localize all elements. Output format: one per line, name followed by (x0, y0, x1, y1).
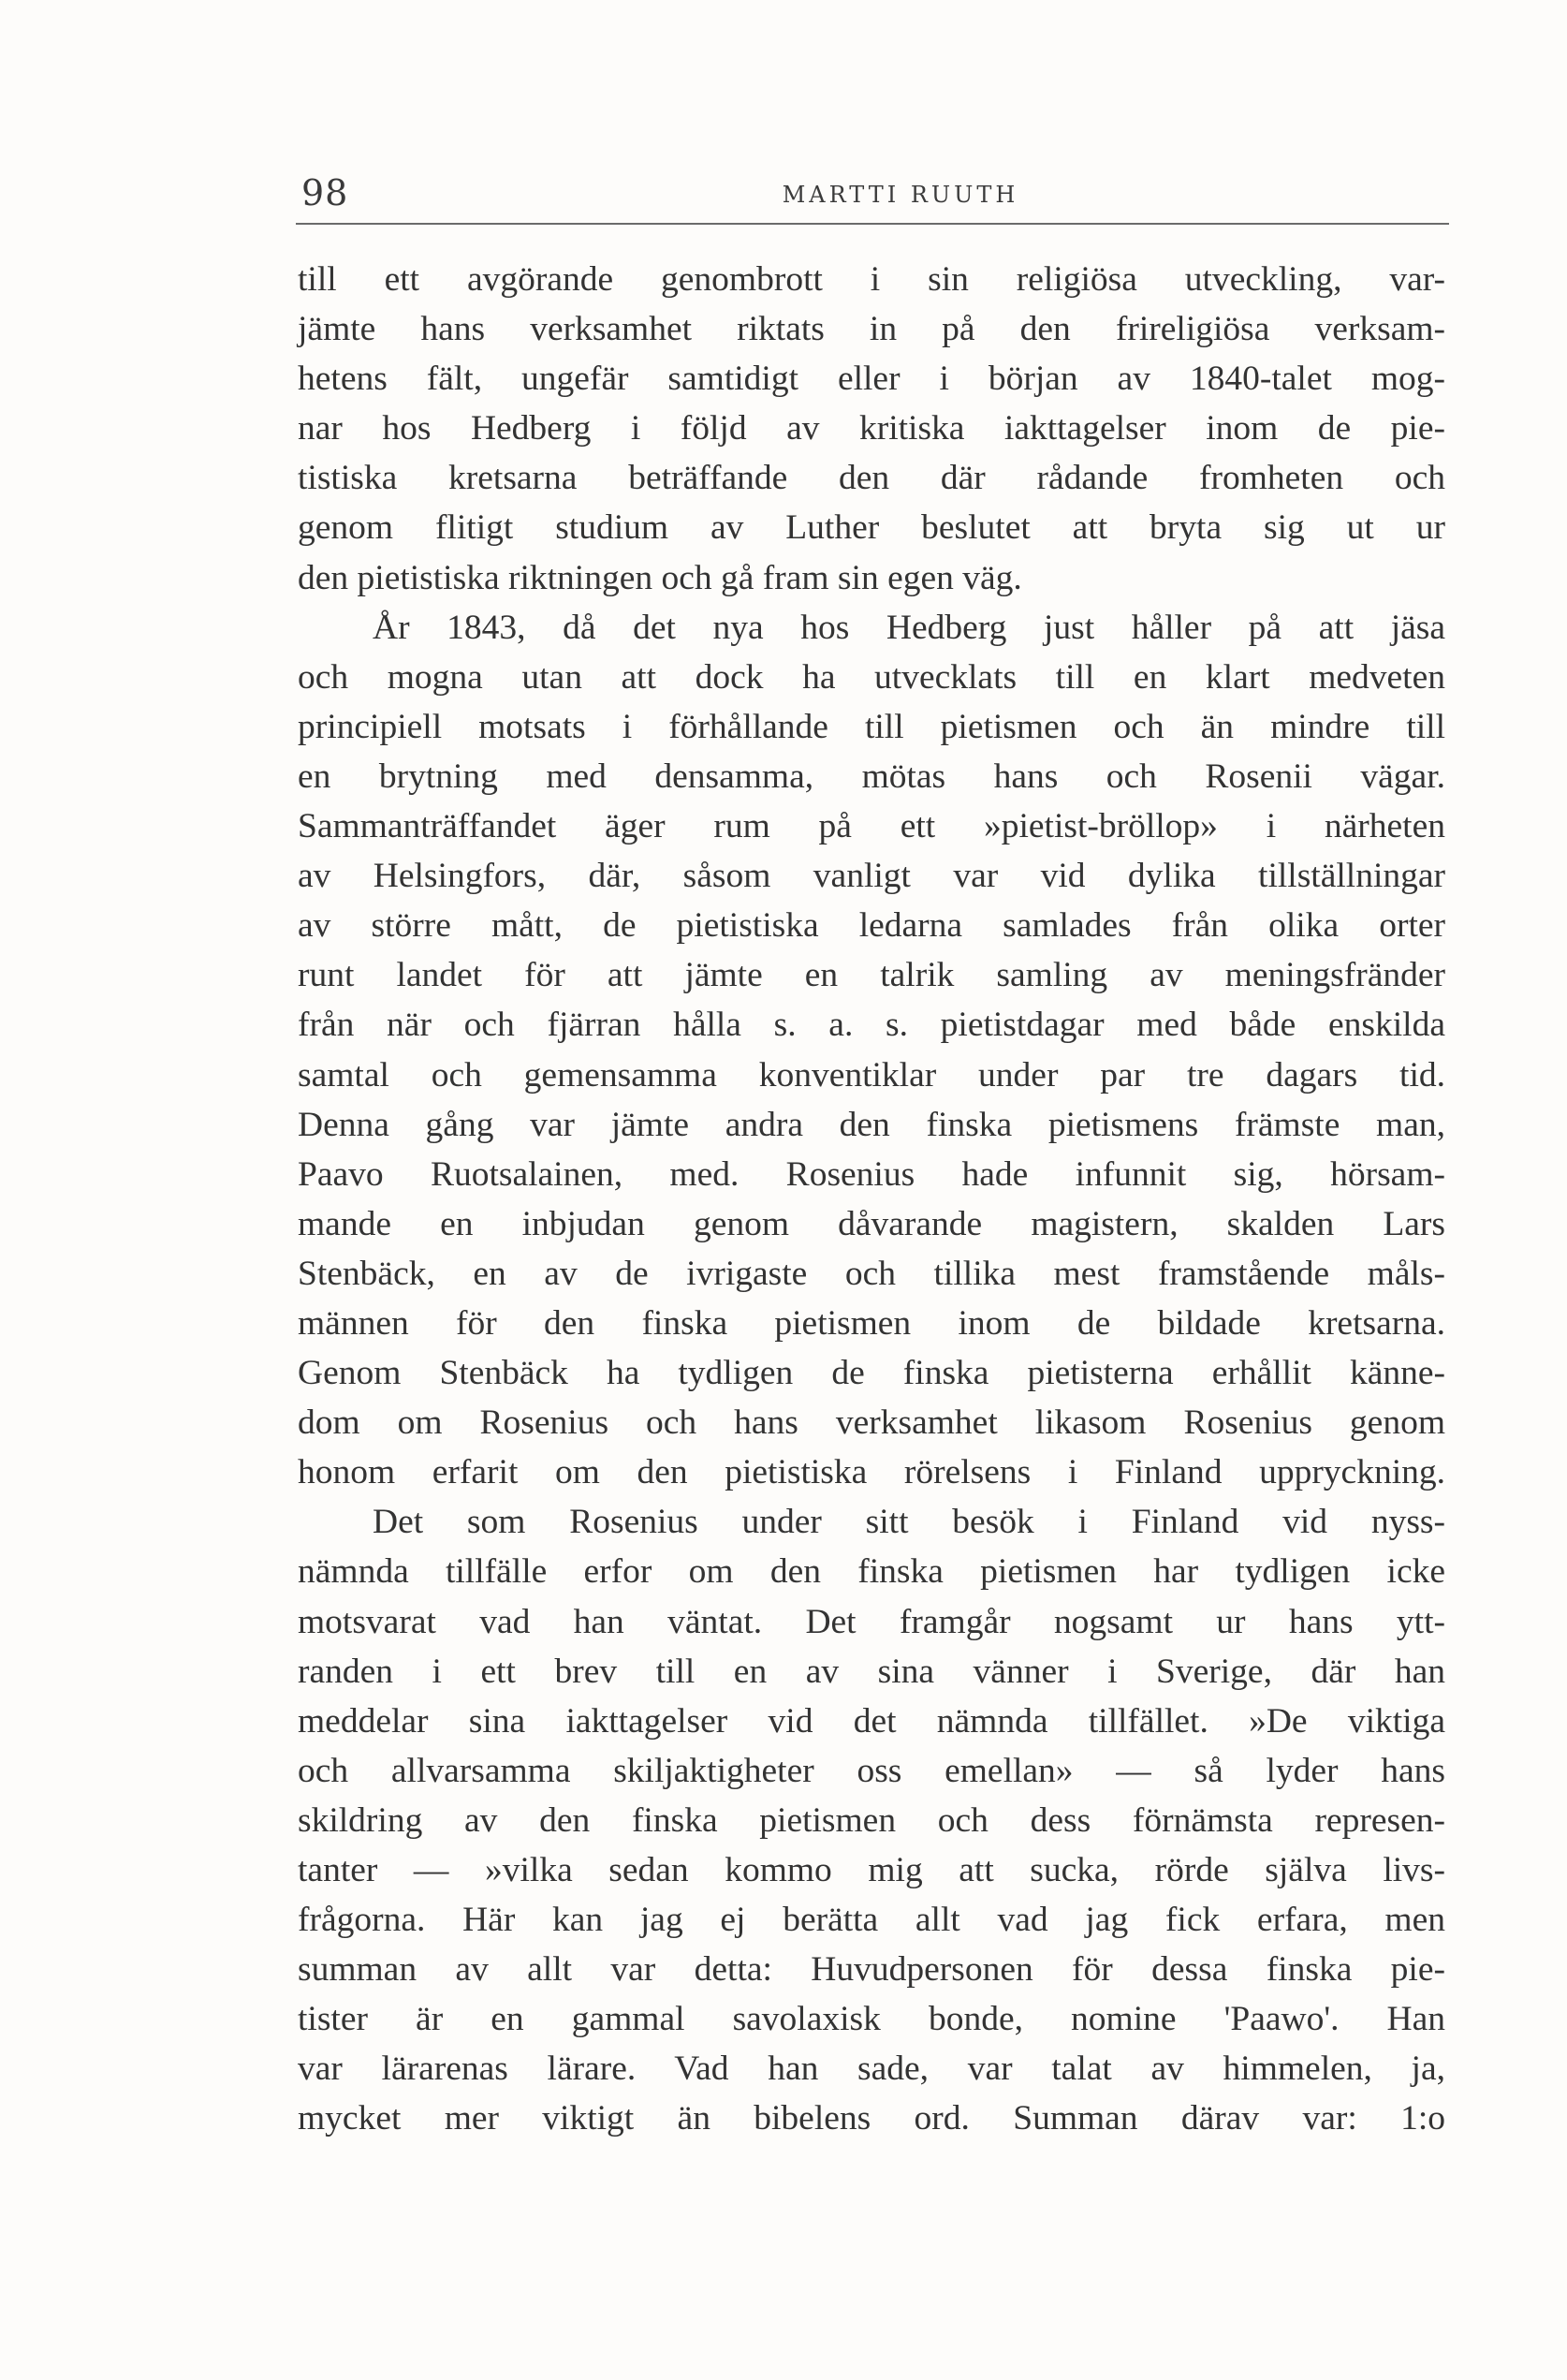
text-line: jämte hans verksamhet riktats in på den frireligiösa verksam- (298, 310, 1445, 349)
body-text (298, 255, 1445, 2144)
text-line: principiell motsats i förhållande till pietismen och än mindre till (298, 707, 1445, 746)
text-line: honom erfarit om den pietistiska rörelsens i Finland uppryckning. (298, 1453, 1445, 1492)
text-line: från när och fjärran hålla s. a. s. pietistdagar med både enskilda (298, 1006, 1445, 1045)
running-head: MARTTI RUUTH (782, 182, 1019, 208)
paragraph-2 (298, 603, 1445, 1498)
text-line: nar hos Hedberg i följd av kritiska iakttagelser inom de pie- (298, 409, 1445, 448)
text-line: Denna gång var jämte andra den finska pietismens främste man, (298, 1105, 1445, 1144)
text-line: och mogna utan att dock ha utvecklats till en klart medveten (298, 657, 1445, 697)
text-line: männen för den finska pietismen inom de bildade kretsarna. (298, 1303, 1445, 1343)
text-line: tister är en gammal savolaxisk bonde, nomine 'Paawo'. Han (298, 2000, 1445, 2039)
text-line: Sammanträffandet äger rum på ett »pietist-bröllop» i närheten (298, 807, 1445, 846)
text-line: Paavo Ruotsalainen, med. Rosenius hade infunnit sig, hörsam- (298, 1154, 1445, 1194)
text-line: Stenbäck, en av de ivrigaste och tillika mest framstående måls- (298, 1254, 1445, 1293)
text-line: summan av allt var detta: Huvudpersonen för dessa finska pie- (298, 1950, 1445, 1990)
text-line: randen i ett brev till en av sina vänner i Sverige, där han (298, 1652, 1445, 1691)
text-line: av Helsingfors, där, såsom vanligt var vid dylika tillställningar (298, 857, 1445, 896)
text-line: samtal och gemensamma konventiklar under par tre dagars tid. (298, 1055, 1445, 1095)
text-line: en brytning med densamma, mötas hans och Rosenii vägar. (298, 757, 1445, 796)
text-line: motsvarat vad han väntat. Det framgår nogsamt ur hans ytt- (298, 1602, 1445, 1641)
text-line: den pietistiska riktningen och gå fram sin egen väg. (298, 558, 1022, 597)
text-line: mande en inbjudan genom dåvarande magistern, skalden Lars (298, 1204, 1445, 1243)
text-line: och allvarsamma skiljaktigheter oss emellan» — så lyder hans (298, 1751, 1445, 1790)
paragraph-3 (298, 1497, 1445, 2143)
paragraph-1 (298, 255, 1445, 603)
page-header (296, 167, 1449, 225)
text-line: av större mått, de pietistiska ledarna samlades från olika orter (298, 906, 1445, 946)
text-line: frågorna. Här kan jag ej berätta allt vad jag fick erfara, men (298, 1901, 1445, 1940)
text-line: tistiska kretsarna beträffande den där rådande fromheten och (298, 459, 1445, 498)
text-line: meddelar sina iakttagelser vid det nämnda tillfället. »De viktiga (298, 1701, 1445, 1741)
text-line: Det som Rosenius under sitt besök i Finland vid nyss- (373, 1503, 1445, 1542)
text-line: År 1843, då det nya hos Hedberg just håller på att jäsa (373, 608, 1445, 647)
text-line: var lärarenas lärare. Vad han sade, var talat av himmelen, ja, (298, 2049, 1445, 2089)
text-line: genom flitigt studium av Luther beslutet att bryta sig ut ur (298, 508, 1445, 548)
text-line: runt landet för att jämte en talrik samling av meningsfränder (298, 956, 1445, 995)
text-line: till ett avgörande genombrott i sin religiösa utveckling, var- (298, 260, 1445, 299)
text-line: mycket mer viktigt än bibelens ord. Summan därav var: 1:o (298, 2099, 1445, 2138)
text-line: skildring av den finska pietismen och dess förnämsta represen- (298, 1800, 1445, 1840)
page-number: 98 (301, 172, 349, 213)
text-line: Genom Stenbäck ha tydligen de finska pietisterna erhållit känne- (298, 1354, 1445, 1393)
text-line: nämnda tillfälle erfor om den finska pietismen har tydligen icke (298, 1552, 1445, 1592)
text-line: hetens fält, ungefär samtidigt eller i början av 1840-talet mog- (298, 360, 1445, 399)
text-line: dom om Rosenius och hans verksamhet likasom Rosenius genom (298, 1403, 1445, 1443)
text-line: tanter — »vilka sedan kommo mig att sucka, rörde själva livs- (298, 1851, 1445, 1889)
